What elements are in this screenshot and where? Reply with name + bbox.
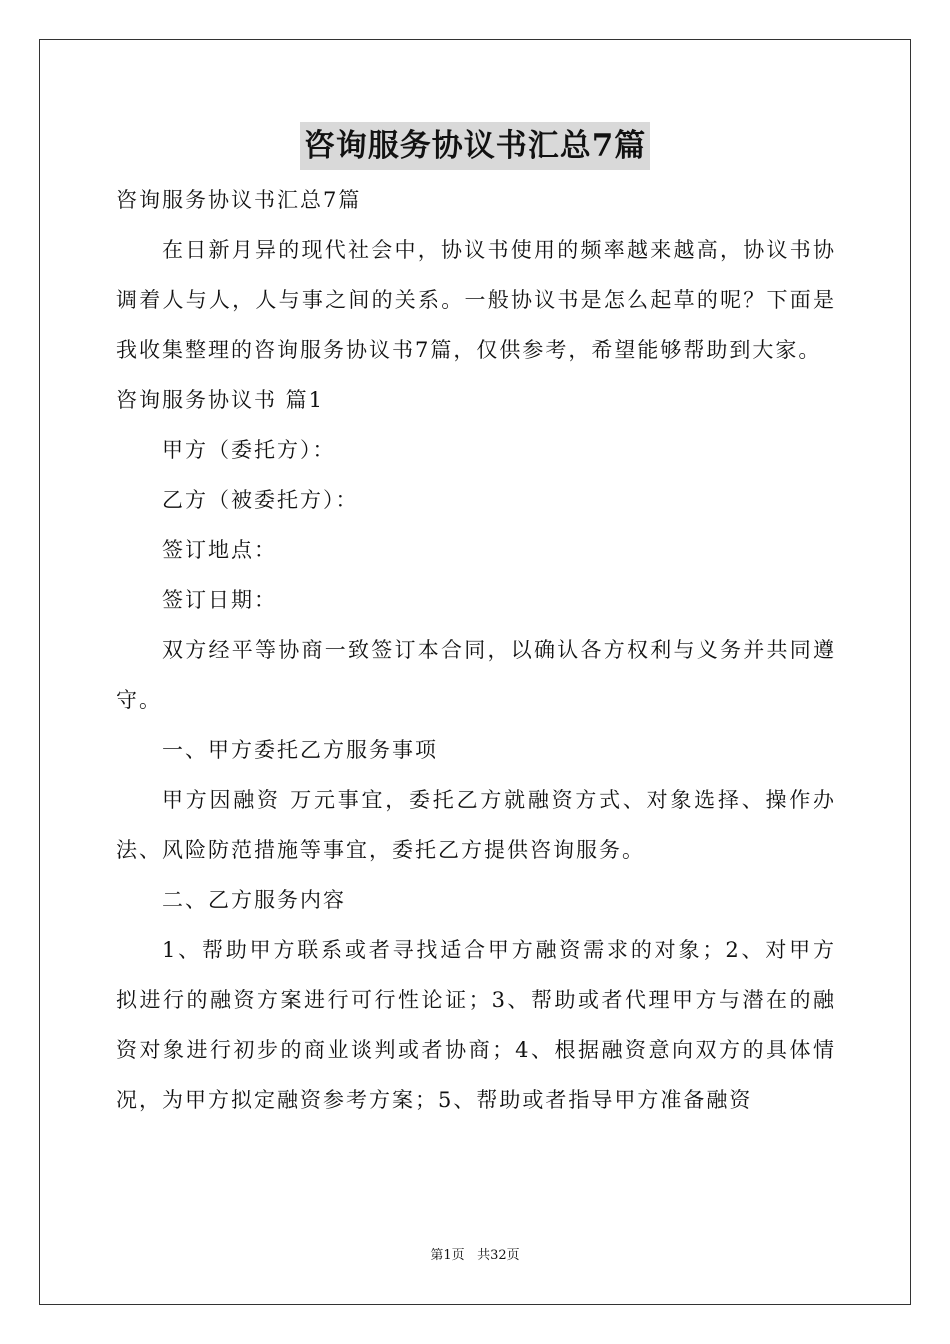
paragraph: 在日新月异的现代社会中，协议书使用的频率越来越高，协议书协调着人与人，人与事之间的关系。一般协议书是怎么起草的呢？下面是我收集整理的咨询服务协议书7篇，仅供参考，希望能够帮助到大家。 [116, 238, 836, 362]
page-number: 第1页 [430, 1248, 465, 1263]
paragraph: 1、帮助甲方联系或者寻找适合甲方融资需求的对象；2、对甲方拟进行的融资方案进行可行性论证；3、帮助或者代理甲方与潜在的融资对象进行初步的商业谈判或者协商；4、根据融资意向双方的具体情况，为甲方拟定融资参考方案；5、帮助或者指导甲方准备融资 [116, 938, 836, 1112]
clause-heading: 二、乙方服务内容 [162, 888, 346, 912]
paragraph: 甲方因融资 万元事宜，委托乙方就融资方式、对象选择、操作办法、风险防范措施等事宜，委托乙方提供咨询服务。 [116, 788, 836, 862]
paragraph: 咨询服务协议书汇总7篇 [116, 188, 362, 212]
paragraph: 甲方（委托方）： [162, 438, 336, 462]
document-body [116, 175, 836, 1125]
paragraph: 签订地点： [162, 538, 277, 562]
title-area [0, 122, 950, 170]
section-heading: 咨询服务协议书 篇1 [116, 388, 325, 412]
paragraph: 双方经平等协商一致签订本合同，以确认各方权利与义务并共同遵守。 [116, 638, 836, 712]
page-total: 共32页 [477, 1248, 520, 1263]
document-title: 咨询服务协议书汇总7篇 [300, 122, 651, 170]
paragraph: 签订日期： [162, 588, 277, 612]
paragraph: 乙方（被委托方）： [162, 488, 359, 512]
clause-heading: 一、甲方委托乙方服务事项 [162, 738, 438, 762]
page-footer [0, 1246, 950, 1266]
